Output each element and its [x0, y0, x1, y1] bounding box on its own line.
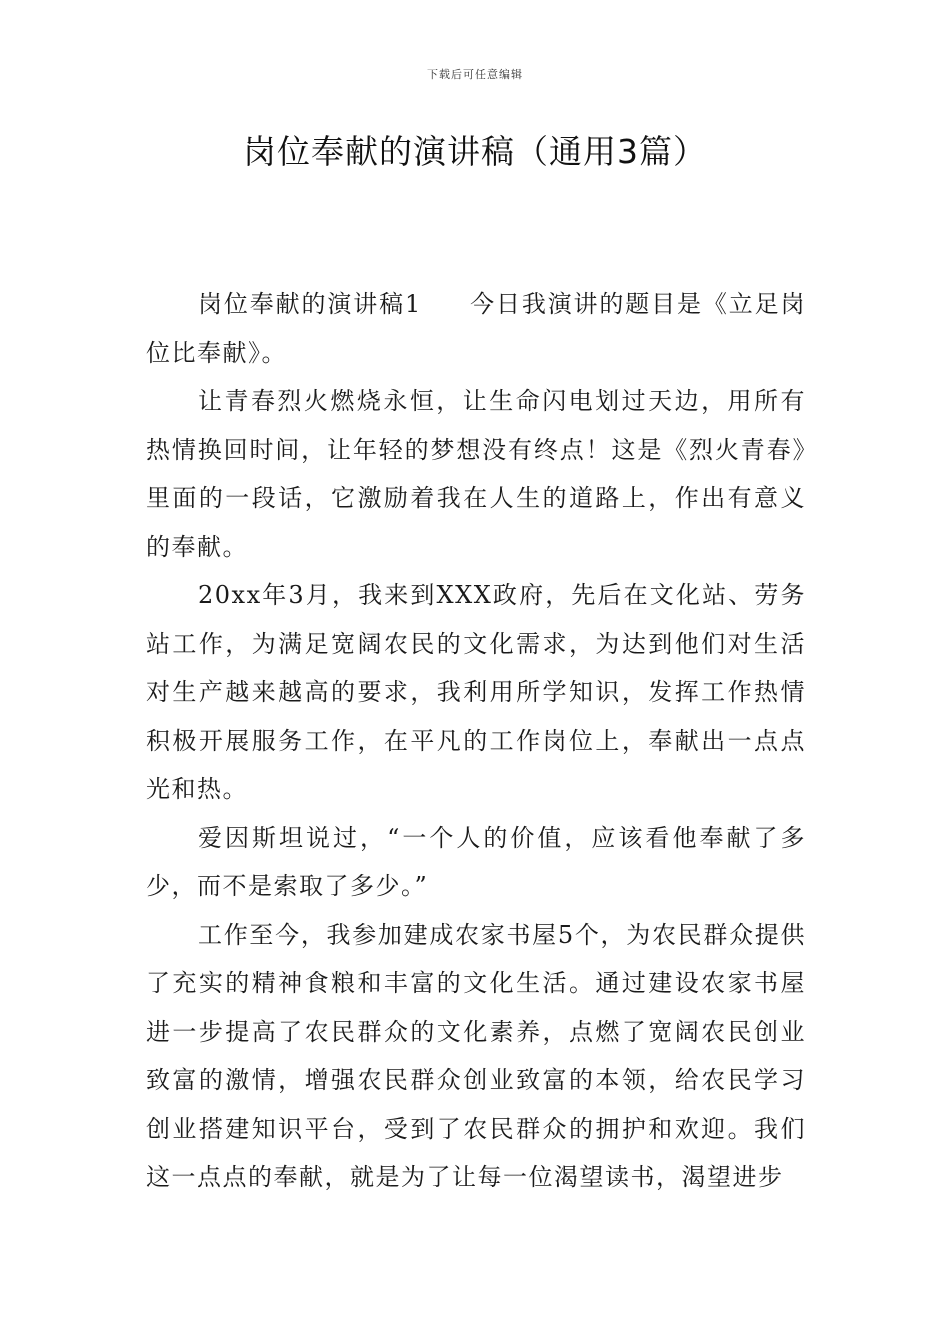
section-heading: 岗位奉献的演讲稿1: [198, 290, 422, 318]
paragraph-3: 20xx年3月，我来到XXX政府，先后在文化站、劳务站工作，为满足宽阔农民的文化需求，为达到他们对生活对生产越来越高的要求，我利用所学知识，发挥工作热情积极开展服务工作，在平凡的工作岗位上，奉献出一点点光和热。: [146, 581, 806, 803]
paragraph-1-text: 今日我演讲的题目是《立足岗位比奉献》。: [146, 290, 806, 367]
document-body: [146, 280, 806, 1202]
document-title: 岗位奉献的演讲稿（通用3篇）: [243, 132, 707, 171]
paragraph-4: 爱因斯坦说过，“一个人的价值，应该看他奉献了多少，而不是索取了多少。”: [146, 823, 806, 900]
header-note: 下载后可任意编辑: [427, 68, 523, 81]
paragraph-1: [146, 280, 806, 377]
paragraph-5: 工作至今，我参加建成农家书屋5个，为农民群众提供了充实的精神食粮和丰富的文化生活。通过建设农家书屋进一步提高了农民群众的文化素养，点燃了宽阔农民创业致富的激情，增强农民群众创业致富的本领，给农民学习创业搭建知识平台，受到了农民群众的拥护和欢迎。我们这一点点的奉献，就是为了让每一位渴望读书，渴望进步: [146, 920, 806, 1191]
paragraph-2: 让青春烈火燃烧永恒，让生命闪电划过天边，用所有热情换回时间，让年轻的梦想没有终点！这是《烈火青春》里面的一段话，它激励着我在人生的道路上，作出有意义的奉献。: [146, 387, 806, 561]
